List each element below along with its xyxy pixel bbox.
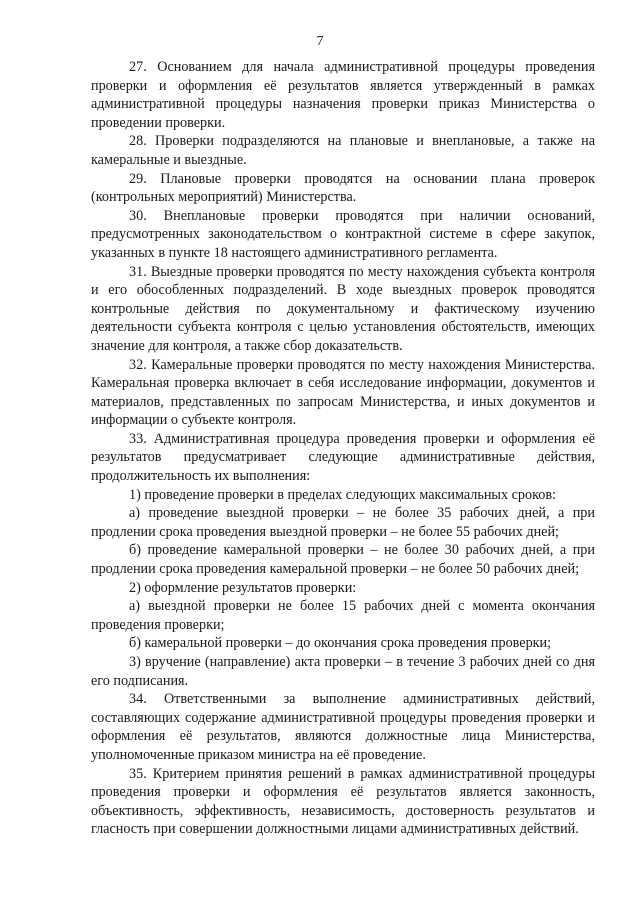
list-item-2: 2) оформление результатов проверки: — [129, 579, 357, 596]
list-item-2b: б) камеральной проверки – до окончания срока проведения проверки; — [129, 635, 552, 652]
document-body — [91, 58, 595, 839]
paragraph-34: 34. Ответственными за выполнение административных действий, составляющих содержание административной процедуры проведения проверки и оформления её результатов, являются должностные лица Министерства, уполномоченные приказом министра на её проведение. — [91, 691, 595, 763]
paragraph-31: 31. Выездные проверки проводятся по месту нахождения субъекта контроля и его обособленных подразделений. В ходе выездных проверок проводятся контрольные действия по документальному и фактическому изучению деятельности субъекта контроля с целью установления обстоятельств, имеющих значение для контроля, а также сбор доказательств. — [91, 263, 595, 354]
paragraph-28: 28. Проверки подразделяются на плановые и внеплановые, а также на камеральные и выездные. — [91, 133, 595, 168]
paragraph-33: 33. Административная процедура проведения проверки и оформления её результатов предусматривает следующие административные действия, продолжительность их выполнения: — [91, 430, 595, 485]
paragraph-29: 29. Плановые проверки проводятся на основании плана проверок (контрольных мероприятий) Министерства. — [91, 170, 595, 206]
list-item-1b: б) проведение камеральной проверки – не более 30 рабочих дней, а при продлении срока проведения камеральной проверки – не более 50 рабочих дней; — [91, 542, 595, 578]
list-item-2a: а) выездной проверки не более 15 рабочих дней с момента окончания проведения проверки; — [91, 598, 595, 633]
paragraph-27: 27. Основанием для начала административной процедуры проведения проверки и оформления её результатов является утвержденный в рамках административной процедуры назначения проверки приказ Министерства о проведении проверки. — [91, 59, 595, 131]
list-item-1a: а) проведение выездной проверки – не более 35 рабочих дней, а при продлении срока проведения выездной проверки – не более 55 рабочих дней; — [91, 505, 595, 540]
paragraph-30: 30. Внеплановые проверки проводятся при наличии оснований, предусмотренных законодательством о контрактной системе в сфере закупок, указанных в пункте 18 настоящего административного регламента. — [91, 207, 595, 261]
paragraph-32: 32. Камеральные проверки проводятся по месту нахождения Министерства. Камеральная проверка включает в себя исследование информации, документов и материалов, представленных по запросам Министерства, и иных документов и информации о субъекте контроля. — [91, 356, 595, 429]
list-item-3: 3) вручение (направление) акта проверки – в течение 3 рабочих дней со дня его подписания. — [91, 654, 595, 689]
page-number: 7 — [316, 34, 324, 49]
list-item-1: 1) проведение проверки в пределах следующих максимальных сроков: — [129, 486, 556, 503]
paragraph-35: 35. Критерием принятия решений в рамках административной процедуры проведения проверки и оформления её результатов является законность, объективность, эффективность, независимость, достоверность результатов и гласность при совершении должностными лицами административных действий. — [91, 765, 595, 838]
